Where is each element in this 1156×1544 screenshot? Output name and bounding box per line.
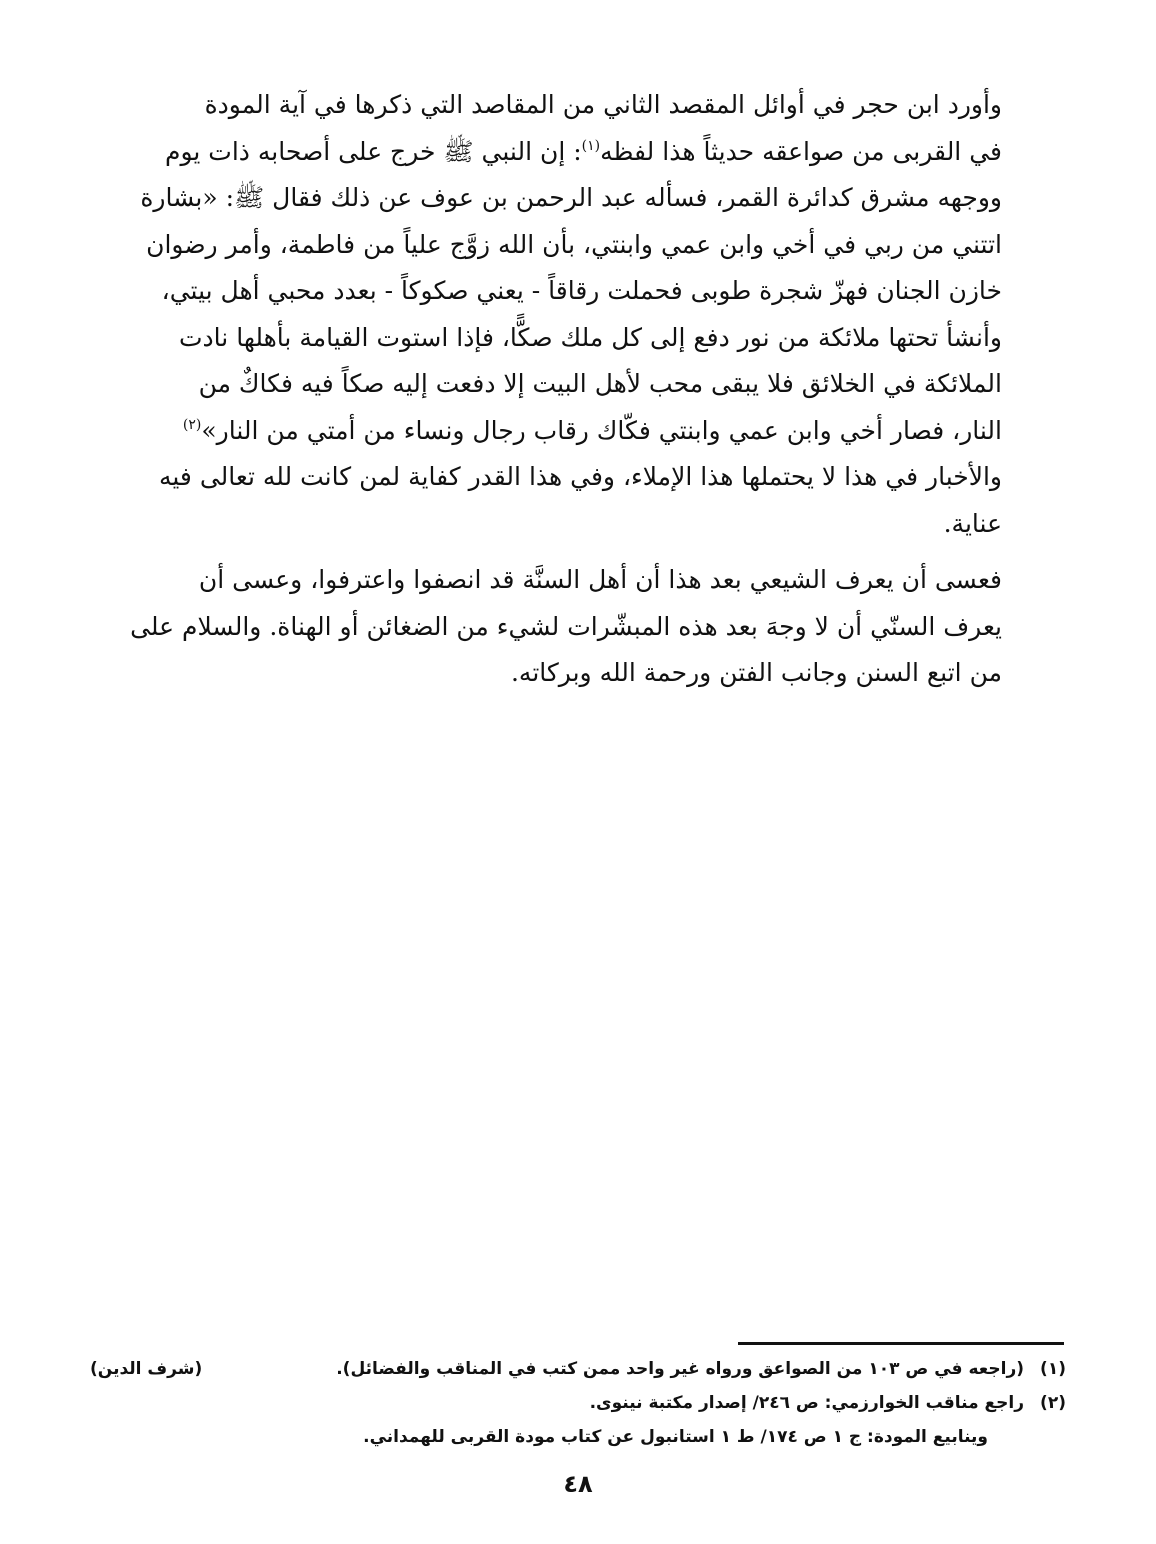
footnote-separator	[738, 1342, 1064, 1345]
paragraph-1	[90, 82, 1066, 547]
text-segment: في القربى من صواعقه حديثاً هذا لفظه	[600, 136, 1002, 166]
text-line	[90, 408, 1066, 455]
footnote-text: وينابيع المودة: ج ١ ص ١٧٤/ ط ١ استانبول عن كتاب مودة القربى للهمداني.	[363, 1427, 988, 1447]
footnote-marker-2: (٢)	[182, 416, 202, 433]
footnote-signature: (شرف الدين)	[90, 1359, 203, 1379]
footnote-number: (٢)	[1040, 1393, 1066, 1413]
text-line: اتتني من ربي في أخي وابن عمي وابنتي، بأن الله زوَّج علياً من فاطمة، وأمر رضوان	[146, 229, 1002, 259]
text-line: من اتبع السنن وجانب الفتن ورحمة الله وبركاته.	[510, 658, 1002, 687]
text-line: فعسى أن يعرف الشيعي بعد هذا أن أهل السنَّة قد انصفوا واعترفوا، وعسى أن	[198, 565, 1002, 594]
text-line: ووجهه مشرق كدائرة القمر، فسأله عبد الرحمن بن عوف عن ذلك فقال ﷺ: «بشارة	[140, 183, 1002, 212]
text-segment: النار، فصار أخي وابن عمي وابنتي فكّاك رقاب رجال ونساء من أمتي من النار»	[201, 415, 1002, 445]
text-line: وأورد ابن حجر في أوائل المقصد الثاني من المقاصد التي ذكرها في آية المودة	[204, 90, 1002, 119]
footnote-text: (راجعه في ص ١٠٣ من الصواعق ورواه غير واحد ممن كتب في المناقب والفضائل).	[336, 1359, 1024, 1379]
text-line	[90, 129, 1066, 176]
text-segment: : إن النبي ﷺ خرج على أصحابه ذات يوم	[164, 136, 582, 166]
text-line: عناية.	[943, 508, 1002, 538]
footnote-text: راجع مناقب الخوارزمي: ص ٢٤٦/ إصدار مكتبة نينوى.	[589, 1393, 1024, 1413]
page-number: ٤٨	[563, 1470, 593, 1498]
text-line: خازن الجنان فهزّ شجرة طوبى فحملت رقاقاً - يعني صكوكاً - بعدد محبي أهل بيتي،	[161, 276, 1002, 305]
footnote-1	[90, 1352, 1066, 1386]
footnote-2-continuation	[90, 1420, 1066, 1454]
footnotes	[90, 1352, 1066, 1454]
footnote-number: (١)	[1040, 1359, 1066, 1379]
paragraph-2	[90, 557, 1066, 697]
text-line: والأخبار في هذا لا يحتملها هذا الإملاء، وفي هذا القدر كفاية لمن كانت لله تعالى فيه	[158, 462, 1002, 491]
text-line: الملائكة في الخلائق فلا يبقى محب لأهل البيت إلا دفعت إليه صكاً فيه فكاكٌ من	[198, 369, 1002, 398]
main-text	[90, 82, 1066, 697]
text-line: يعرف السنّي أن لا وجهَ بعد هذه المبشّرات لشيء من الضغائن أو الهناة. والسلام على	[130, 611, 1002, 641]
text-line: وأنشأ تحتها ملائكة من نور دفع إلى كل ملك صكًّا، فإذا استوت القيامة بأهلها نادت	[179, 322, 1002, 352]
footnote-marker-1: (١)	[581, 137, 601, 154]
footnote-2	[90, 1386, 1066, 1420]
